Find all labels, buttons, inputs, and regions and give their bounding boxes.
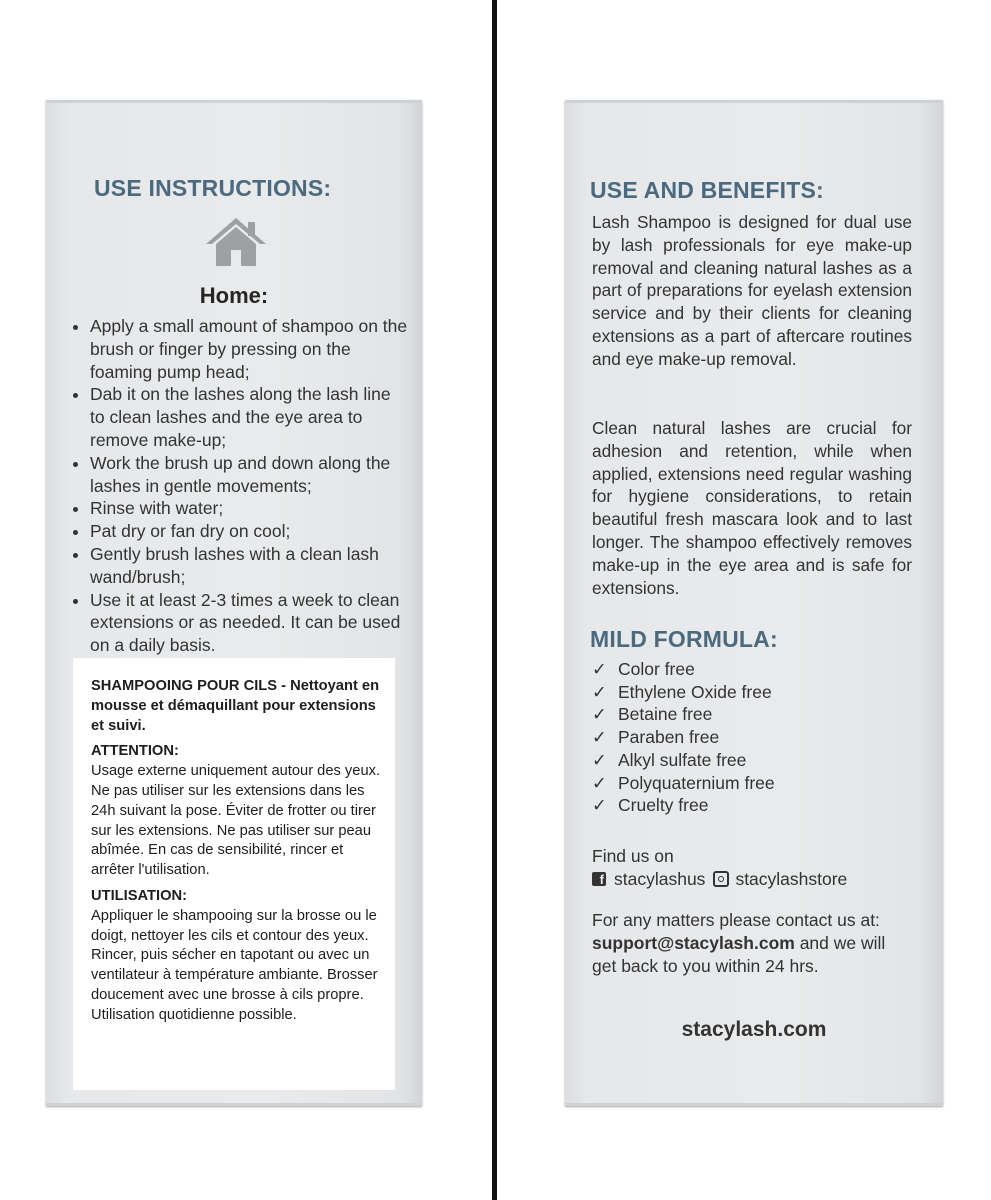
formula-item: ✓ Polyquaternium free (592, 772, 775, 793)
right-box-side (565, 100, 943, 1106)
contact-followup: and we will get back to you within 24 hrs. (592, 932, 886, 976)
instruction-step: • Apply a small amount of shampoo on the brush or finger by pressing on the foaming pump head; (90, 315, 410, 383)
french-label-box (73, 658, 395, 1090)
formula-item: ✓ Ethylene Oxide free (592, 681, 772, 702)
contact-section (592, 909, 912, 977)
formula-list (592, 658, 775, 817)
formula-item: ✓ Cruelty free (592, 795, 709, 816)
facebook-handle: stacylashus (614, 868, 706, 889)
attention-heading: ATTENTION: (91, 743, 179, 760)
instagram-handle: stacylashstore (735, 868, 848, 889)
left-box-side (46, 100, 422, 1106)
instruction-step: • Work the brush up and down along the lashes in gentle movements; (90, 452, 410, 498)
instruction-step: • Rinse with water; (90, 497, 410, 520)
attention-text: Usage externe uniquement autour des yeux. Ne pas utiliser sur les extensions dans les 24h suivant la pose. Éviter de frotter ou tirer sur les extensions. Ne pas utiliser sur peau abîmée. En cas de sensibilité, rincer et arrêter l'utilisation. (91, 763, 381, 879)
formula-item: ✓ Paraben free (592, 727, 720, 748)
instruction-step: • Pat dry or fan dry on cool; (90, 520, 410, 543)
french-title: SHAMPOOING POUR CILS - Nettoyant en mousse et démaquillant pour extensions et suivi. (91, 678, 380, 734)
formula-item: ✓ Betaine free (592, 704, 713, 725)
formula-item: ✓ Color free (592, 659, 695, 679)
website-url: stacylash.com (681, 1018, 827, 1041)
utilisation-heading: UTILISATION: (91, 887, 187, 904)
instagram-icon (713, 871, 729, 887)
checkmark-icon: ✓ (592, 772, 607, 793)
center-divider (492, 0, 497, 1200)
checkmark-icon: ✓ (592, 727, 607, 748)
utilisation-text: Appliquer le shampooing sur la brosse ou le doigt, nettoyer les cils et contour des yeux. Rincer, puis sécher en tapotant ou avec un ventilateur à température ambiante. Brosser doucement avec une brosse à cils propre. Utilisation quotidienne possible. (91, 907, 378, 1023)
support-email: support@stacylash.com (592, 932, 795, 953)
checkmark-icon: ✓ (592, 681, 607, 702)
benefits-paragraph-1: Lash Shampoo is designed for dual use by lash professionals for eye make-up removal and cleaning natural lashes as a part of preparations for eyelash extension service and by their clients for cleaning extensions as a part of aftercare routines and eye make-up removal. (592, 212, 912, 369)
find-us-label: Find us on (592, 846, 674, 866)
benefits-paragraph-2: Clean natural lashes are crucial for adhesion and retention, while when applied, extensions need regular washing for hygiene considerations, to retain beautiful fresh mascara look and to last longer. The shampoo effectively removes make-up in the eye area and is safe for extensions. (592, 418, 912, 598)
use-and-benefits-heading: USE AND BENEFITS: (590, 177, 824, 203)
mild-formula-heading: MILD FORMULA: (590, 626, 778, 652)
instruction-step: • Dab it on the lashes along the lash line to clean lashes and the eye area to remove make-up; (90, 383, 410, 451)
checkmark-icon: ✓ (592, 704, 607, 725)
checkmark-icon: ✓ (592, 749, 607, 770)
use-instructions-heading: USE INSTRUCTIONS: (94, 175, 332, 201)
contact-text: For any matters please contact us at: (592, 910, 880, 930)
formula-item: ✓ Alkyl sulfate free (592, 749, 747, 770)
facebook-icon: f (592, 872, 606, 886)
instruction-step: • Use it at least 2-3 times a week to clean extensions or as needed. It can be used on a daily basis. (90, 589, 410, 657)
social-section (592, 845, 847, 891)
instruction-step: • Gently brush lashes with a clean lash wand/brush; (90, 543, 410, 589)
house-icon (204, 216, 268, 268)
checkmark-icon: ✓ (592, 659, 607, 679)
checkmark-icon: ✓ (592, 795, 607, 816)
home-subheading: Home: (199, 283, 269, 308)
instruction-list (88, 315, 410, 657)
